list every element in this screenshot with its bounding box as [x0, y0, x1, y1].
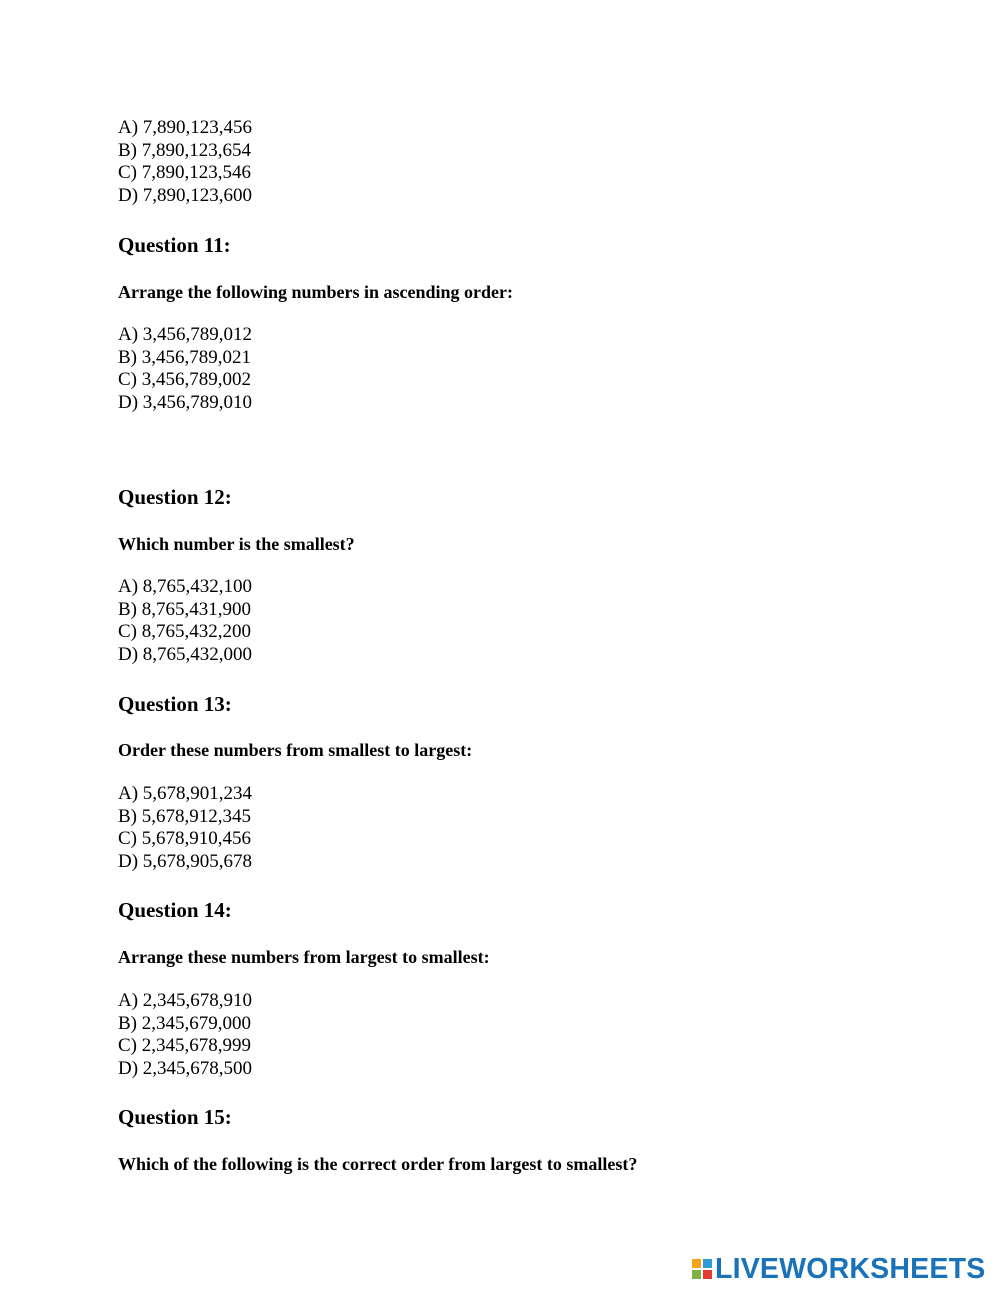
option-a: A) 8,765,432,100 [118, 576, 253, 597]
option-c: C) 5,678,910,456 [118, 828, 251, 850]
option-d: D) 8,765,432,000 [118, 644, 253, 666]
option-b: B) 8,765,431,900 [118, 598, 251, 620]
option-a: A) 3,456,789,012 [118, 324, 253, 345]
question-10-options [118, 117, 252, 208]
question-11-prompt: Arrange the following numbers in ascending order: [118, 282, 513, 302]
option-b: B) 3,456,789,021 [118, 346, 251, 368]
liveworksheets-logo-icon [691, 1258, 713, 1280]
option-c: C) 2,345,678,999 [118, 1035, 251, 1057]
option-d: D) 2,345,678,500 [118, 1058, 253, 1080]
question-11-heading: Question 11: [118, 233, 231, 257]
option-c: C) 8,765,432,200 [118, 621, 251, 643]
option-a: A) 7,890,123,456 [118, 117, 253, 138]
option-b: B) 5,678,912,345 [118, 805, 251, 827]
brand-wordmark: LIVEWORKSHEETS [715, 1253, 986, 1285]
option-b: B) 2,345,679,000 [118, 1012, 251, 1034]
liveworksheets-brand[interactable] [691, 1252, 985, 1286]
option-c: C) 7,890,123,546 [118, 162, 251, 184]
question-13-heading: Question 13: [118, 692, 232, 716]
option-d: D) 7,890,123,600 [118, 185, 253, 207]
question-15-prompt: Which of the following is the correct order from largest to smallest? [118, 1154, 638, 1174]
option-d: D) 3,456,789,010 [118, 392, 253, 414]
question-14-prompt: Arrange these numbers from largest to smallest: [118, 947, 490, 967]
question-15-heading: Question 15: [118, 1105, 232, 1129]
question-12-options [118, 576, 252, 667]
option-b: B) 7,890,123,654 [118, 139, 251, 161]
option-a: A) 2,345,678,910 [118, 990, 253, 1011]
option-c: C) 3,456,789,002 [118, 369, 251, 391]
question-14-heading: Question 14: [118, 898, 232, 922]
question-14-options [118, 990, 252, 1081]
question-12-prompt: Which number is the smallest? [118, 534, 355, 554]
option-d: D) 5,678,905,678 [118, 851, 253, 873]
question-12-heading: Question 12: [118, 485, 232, 509]
question-11-options [118, 324, 252, 415]
question-13-prompt: Order these numbers from smallest to largest: [118, 740, 473, 760]
question-13-options [118, 783, 252, 874]
option-a: A) 5,678,901,234 [118, 783, 253, 804]
